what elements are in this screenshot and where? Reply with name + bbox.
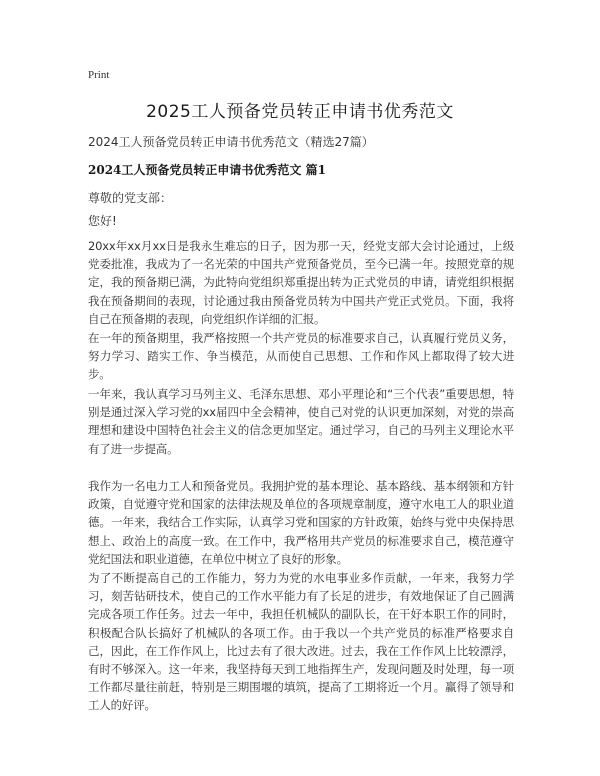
section-heading: 2024工人预备党员转正申请书优秀范文 篇1 [88, 163, 326, 177]
body-paragraph: 我作为一名电力工人和预备党员。我拥护党的基本理论、基本路线、基本纲领和方针政策，自觉遵守党和国家的法律法规及单位的各项规章制度，遵守水电工人的职业道德。一年来，我结合工作实际，认真学习党和国家的方针政策，始终与党中央保持思想上、政治上的高度一致。在工作中，我严格用共产党员的标准要求自己，模范遵守党纪国法和职业道德，在单位中树立了良好的形象。 [88, 479, 514, 566]
print-label[interactable]: Print [88, 69, 110, 81]
page-title: 2025工人预备党员转正申请书优秀范文 [146, 102, 454, 122]
salutation: 尊敬的党支部： [88, 191, 173, 205]
body-paragraph: 在一年的预备期里，我严格按照一个共产党员的标准要求自己，认真履行党员义务，努力学习、踏实工作、争当模范，从而使自己思想、工作和作风上都取得了较大进步。 [88, 331, 514, 382]
body-paragraph: 20xx年xx月xx日是我永生难忘的日子，因为那一天，经党支部大会讨论通过，上级党委批准，我成为了一名光荣的中国共产党预备党员，至今已满一年。按照党章的规定，我的预备期已满，为此特向党组织郑重提出转为正式党员的申请，请党组织根据我在预备期间的表现，讨论通过我由预备党员转为中国共产党正式党员。下面，我将自己在预备期的表现，向党组织作详细的汇报。 [88, 239, 514, 326]
document-subtitle: 2024工人预备党员转正申请书优秀范文（精选27篇） [88, 135, 374, 149]
body-paragraph: 一年来，我认真学习马列主义、毛泽东思想、邓小平理论和“三个代表”重要思想，特别是通过深入学习党的xx届四中全会精神，使自己对党的认识更加深刻，对党的崇高理想和建设中国特色社会主义的信念更加坚定。通过学习，自己的马列主义理论水平有了进一步提高。 [88, 387, 514, 456]
greeting: 您好! [88, 214, 117, 228]
body-paragraph: 为了不断提高自己的工作能力，努力为党的水电事业多作贡献，一年来，我努力学习，刻苦钻研技术，使自己的工作水平能力有了长足的进步，有效地保证了自己圆满完成各项工作任务。过去一年中，我担任机械队的副队长，在干好本职工作的同时，积极配合队长搞好了机械队的各项工作。由于我以一个共产党员的标准严格要求自己，因此，在工作作风上，比过去有了很大改进。过去，我在工作作风上比较漂浮，有时不够深入。这一年来，我坚持每天到工地指挥生产，发现问题及时处理，每一项工作都尽量往前赶，特别是三期围堰的填筑，提高了工期将近一个月。赢得了领导和工人的好评。 [88, 571, 514, 713]
